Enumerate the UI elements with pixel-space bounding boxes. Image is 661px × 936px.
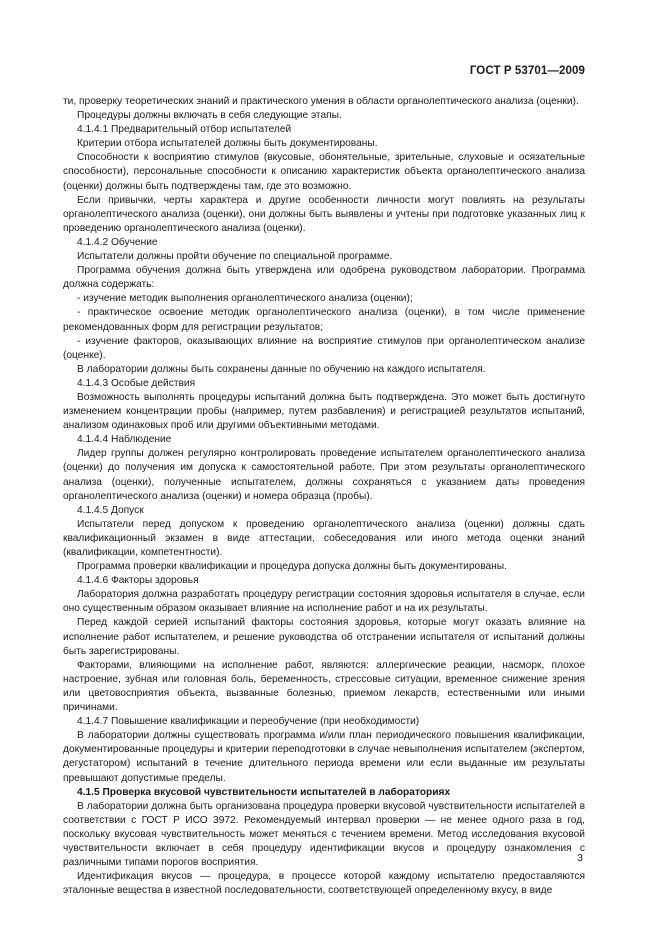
paragraph: 4.1.4.4 Наблюдение [77, 434, 172, 446]
paragraph: - изучение факторов, оказывающих влияние на восприятие стимулов при органолептическом анализе (оценке). [63, 335, 585, 361]
paragraph: Возможность выполнять процедуры испытаний должна быть подтверждена. Это может быть достигнуто изменением концентрации пробы (например, путем разбавления) и регистрацией результатов испытаний, анализом одинаковых проб или другими объективными методами. [63, 391, 585, 432]
paragraph: Перед каждой серией испытаний факторы состояния здоровья, которые могут оказать влияние на исполнение работ испытателем, и решение руководства об отстранении испытателя от испытаний должны быть зарегистрированы. [63, 617, 585, 657]
paragraph: Лаборатория должна разработать процедуру регистрации состояния здоровья испытателя в случае, если оно существенным образом оказывает влияние на исполнение работ и на их результаты. [63, 589, 585, 615]
section-heading: 4.1.5 Проверка вкусовой чувствительности испытателей в лабораториях [77, 786, 451, 798]
paragraph: 4.1.4.3 Особые действия [77, 377, 196, 389]
paragraph: Процедуры должны включать в себя следующие этапы. [77, 110, 342, 122]
paragraph: Испытатели перед допуском к проведению органолептического анализа (оценки) должны сдать квалификационный экзамен в виде аттестации, собеседования или иного метода оценки знаний (квалификации, компетентности). [63, 518, 585, 558]
document-header: ГОСТ Р 53701—2009 [469, 65, 585, 77]
paragraph: Факторами, влияющими на исполнение работ, являются: аллергические реакции, насморк, плохое настроение, зубная или головная боль, беременность, стрессовые ситуации, временное снижение зрения или цветовосприятия объекта, вызванные болезнью, приемом лекарств, естественными или иными причинами. [63, 659, 585, 714]
paragraph: Способности к восприятию стимулов (вкусовые, обонятельные, зрительные, слуховые и осязательные способности), персональные способности к описанию характеристик объекта органолептического анализа (оценки) должны быть подтверждены там, где это возможно. [63, 152, 585, 192]
paragraph: Критерии отбора испытателей должны быть документированы. [77, 138, 378, 150]
paragraph: Идентификация вкусов — процедура, в процессе которой каждому испытателю предоставляются эталонные вещества в известной последовательности, соответствующей определенному вкусу, в виде [63, 871, 585, 897]
paragraph: В лаборатории должны существовать программа и/или план периодического повышения квалификации, документированные процедуры и критерии переподготовки в случае невыполнения испытателем (экспертом, дегустатором) испытаний в течение длительного периода времени или если выданные им результаты превышают допустимые пределы. [63, 730, 585, 784]
paragraph: 4.1.4.5 Допуск [77, 504, 144, 516]
paragraph: Лидер группы должен регулярно контролировать проведение испытателем органолептического анализа (оценки) до получения им допуска к самостоятельной работе. При этом результаты органолептического анализа (оценки), полученные испытателем, должны сохраняться с указанием даты проведения органолептического анализа (оценки) и номера образца (пробы). [63, 448, 585, 502]
paragraph: Испытатели должны пройти обучение по специальной программе. [77, 251, 393, 263]
paragraph: В лаборатории должна быть организована процедура проверки вкусовой чувствительности испытателей в соответствии с ГОСТ Р ИСО 3972. Рекомендуемый интервал проверки — не менее одного раза в год, поскольку вкусовая чувствительность может меняться с течением времени. Метод исследования вкусовой чувствительности включает в себя процедуру идентификации вкусов и процедуру ознакомления с различными типами порогов восприятия. [63, 800, 585, 869]
paragraph: - изучение методик выполнения органолептического анализа (оценки); [77, 293, 413, 305]
page-number: 3 [577, 852, 583, 864]
document-body [63, 95, 585, 898]
paragraph: 4.1.4.2 Обучение [77, 236, 158, 248]
paragraph: Если привычки, черты характера и другие особенности личности могут повлиять на результаты органолептического анализа (оценки), они должны быть выявлены и учтены при подготовке указанных лиц к проведению органолептического анализа (оценки). [63, 194, 585, 234]
paragraph: Программа проверки квалификации и процедура допуска должны быть документированы. [77, 561, 507, 573]
paragraph: 4.1.4.7 Повышение квалификации и переобучение (при необходимости) [77, 716, 420, 728]
paragraph: - практическое освоение методик органолептического анализа (оценки), в том числе применение рекомендованных форм для регистрации результатов; [63, 307, 585, 333]
paragraph: 4.1.4.1 Предварительный отбор испытателей [77, 124, 292, 136]
paragraph: В лаборатории должны быть сохранены данные по обучению на каждого испытателя. [77, 363, 486, 375]
paragraph: ти, проверку теоретических знаний и практического умения в области органолептического анализа (оценки). [63, 96, 579, 107]
paragraph: Программа обучения должна быть утверждена или одобрена руководством лаборатории. Программа должна содержать: [63, 265, 585, 291]
paragraph: 4.1.4.6 Факторы здоровья [77, 575, 199, 587]
